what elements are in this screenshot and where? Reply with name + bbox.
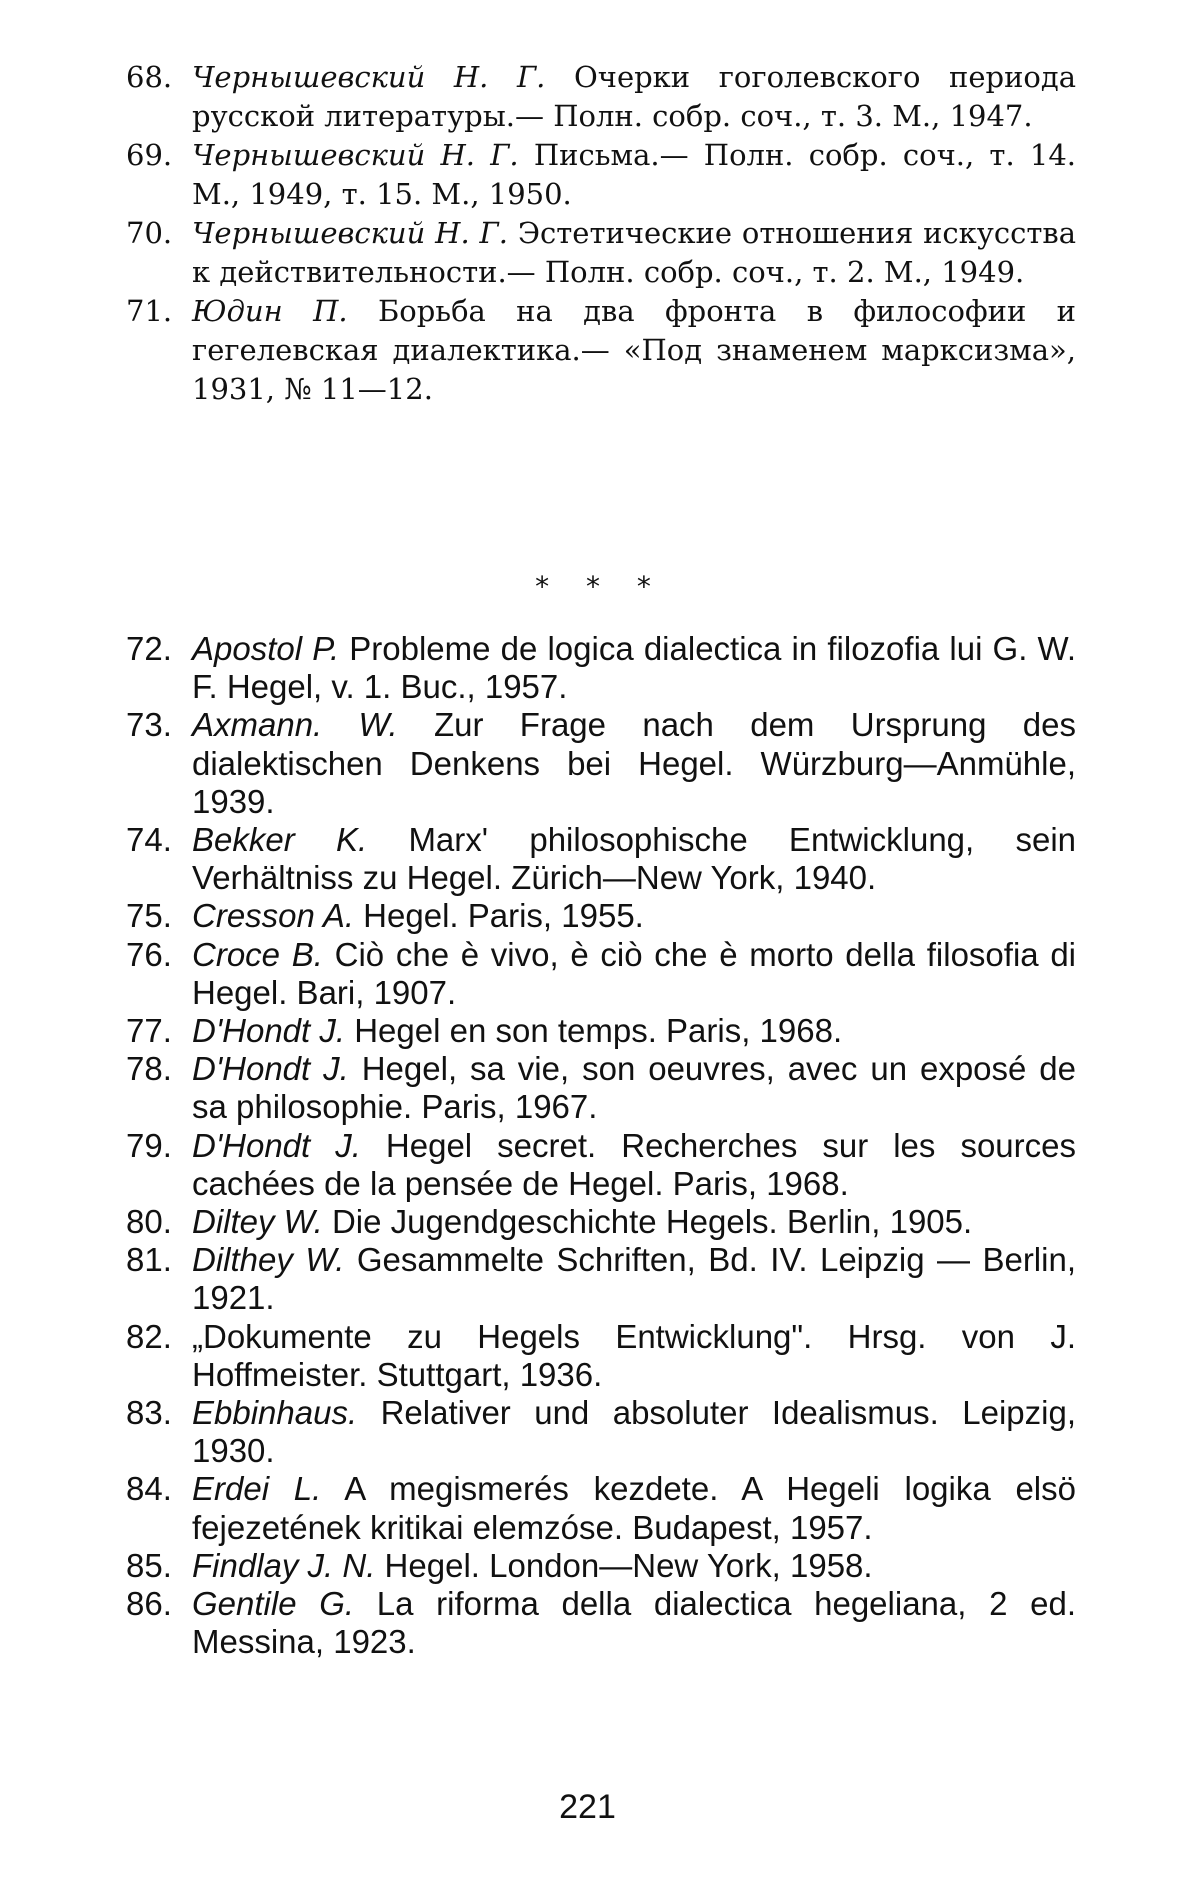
entry-number: 86. xyxy=(126,1585,172,1623)
bibliography-entry xyxy=(126,1470,1076,1546)
entry-number: 83. xyxy=(126,1394,172,1432)
entry-number: 68. xyxy=(126,60,173,94)
entry-author: Gentile G. xyxy=(192,1585,355,1623)
bibliography-entry xyxy=(126,1394,1076,1470)
entry-text: Hegel. London—New York, 1958. xyxy=(375,1546,873,1584)
page-number: 221 xyxy=(559,1788,616,1826)
entry-text: Die Jugendgeschichte Hegels. Berlin, 1905. xyxy=(322,1203,973,1241)
entry-number: 73. xyxy=(126,706,172,744)
entry-number: 70. xyxy=(126,216,173,250)
bibliography-entry xyxy=(126,1585,1076,1661)
entry-number: 81. xyxy=(126,1241,172,1279)
entry-author: Bekker K. xyxy=(192,821,368,859)
entry-text: Zur Frage nach dem Ursprung des dialektischen Denkens bei Hegel. Würzburg—Anmühle, 1939. xyxy=(192,706,1076,820)
entry-text: Эстетические отношения искусства к действительности.— Полн. собр. соч., т. 2. М., 1949. xyxy=(192,216,1077,289)
entry-text: Relativer und absoluter Idealismus. Leipzig, 1930. xyxy=(192,1394,1076,1470)
entry-text: Борьба на два фронта в философии и гегелевская диалектика.— «Под знаменем марксизма», 1931, № 11—12. xyxy=(192,294,1076,406)
entry-number: 85. xyxy=(126,1546,172,1584)
entry-author: Croce B. xyxy=(192,935,323,973)
entry-number: 72. xyxy=(126,630,172,667)
entry-text: Gesammelte Schriften, Bd. IV. Leipzig — Berlin, 1921. xyxy=(192,1241,1076,1317)
entry-number: 78. xyxy=(126,1050,172,1088)
entry-text: Hegel secret. Recherches sur les sources cachées de la pensée de Hegel. Paris, 1968. xyxy=(192,1126,1076,1202)
entry-author: Axmann. W. xyxy=(192,706,398,744)
bibliography-entry xyxy=(126,1203,1076,1241)
entry-author: Ebbinhaus. xyxy=(192,1394,358,1432)
entry-number: 80. xyxy=(126,1203,172,1241)
entry-number: 74. xyxy=(126,821,172,859)
bibliography-entry xyxy=(126,136,1076,214)
entry-number: 76. xyxy=(126,935,172,973)
entry-author: Findlay J. N. xyxy=(192,1546,376,1584)
entry-text: La riforma della dialectica hegeliana, 2 ed. Messina, 1923. xyxy=(192,1585,1076,1661)
bibliography-entry xyxy=(126,821,1076,897)
entry-author: Юдин П. xyxy=(192,294,348,328)
entry-text: Письма.— Полн. собр. соч., т. 14. М., 1949, т. 15. М., 1950. xyxy=(192,138,1076,211)
entry-text: Hegel. Paris, 1955. xyxy=(354,897,644,935)
entry-number: 69. xyxy=(126,138,173,172)
bibliography-entry xyxy=(126,214,1076,292)
bibliography-entry xyxy=(126,1318,1076,1394)
entry-text: A megismerés kezdete. A Hegeli logika elsö fejezetének kritikai elemzóse. Budapest, 1957. xyxy=(192,1470,1076,1546)
entry-text: Hegel, sa vie, son oeuvres, avec un exposé de sa philosophie. Paris, 1967. xyxy=(192,1050,1077,1126)
entry-text: Marx' philosophische Entwicklung, sein Verhältniss zu Hegel. Zürich—New York, 1940. xyxy=(192,821,1077,897)
entry-author: Dilthey W. xyxy=(192,1241,345,1279)
entry-number: 79. xyxy=(126,1126,172,1164)
section-separator: * * * xyxy=(535,570,665,603)
entry-author: Cresson A. xyxy=(192,897,355,935)
bibliography-entry xyxy=(126,58,1076,136)
bibliography-entry xyxy=(126,936,1076,1012)
entry-text: Очерки гоголевского периода русской литературы.— Полн. собр. соч., т. 3. М., 1947. xyxy=(192,60,1076,133)
bibliography-entry xyxy=(126,1012,1076,1050)
bibliography-entry xyxy=(126,706,1076,821)
entry-author: D'Hondt J. xyxy=(192,1050,349,1088)
entry-author: Чернышевский Н. Г. xyxy=(192,216,508,250)
entry-number: 84. xyxy=(126,1470,172,1508)
entry-number: 77. xyxy=(126,1012,172,1050)
bibliography-section-russian xyxy=(126,58,1076,409)
entry-text: Hegel en son temps. Paris, 1968. xyxy=(345,1012,843,1050)
bibliography-entry xyxy=(126,1050,1076,1126)
entry-author: Erdei L. xyxy=(192,1470,322,1508)
bibliography-entry xyxy=(126,630,1076,706)
bibliography-entry xyxy=(126,292,1076,409)
bibliography-entry xyxy=(126,1127,1076,1203)
bibliography-section-foreign xyxy=(126,630,1076,1661)
bibliography-entry xyxy=(126,897,1076,935)
entry-author: Чернышевский Н. Г. xyxy=(192,60,546,94)
entry-author: Apostol P. xyxy=(192,630,340,667)
entry-text: „Dokumente zu Hegels Entwicklung". Hrsg. von J. Hoffmeister. Stuttgart, 1936. xyxy=(192,1317,1076,1393)
entry-author: Чернышевский Н. Г. xyxy=(192,138,519,172)
entry-author: D'Hondt J. xyxy=(192,1012,346,1050)
entry-author: D'Hondt J. xyxy=(192,1126,361,1164)
bibliography-entry xyxy=(126,1241,1076,1317)
entry-author: Diltey W. xyxy=(192,1203,323,1241)
entry-number: 82. xyxy=(126,1317,172,1355)
bibliography-entry xyxy=(126,1547,1076,1585)
entry-number: 71. xyxy=(126,294,173,328)
entry-number: 75. xyxy=(126,897,172,935)
entry-text: Probleme de logica dialectica in filozofia lui G. W. F. Hegel, v. 1. Buc., 1957. xyxy=(192,630,1076,706)
entry-text: Ciò che è vivo, è ciò che è morto della filosofia di Hegel. Bari, 1907. xyxy=(192,935,1077,1011)
